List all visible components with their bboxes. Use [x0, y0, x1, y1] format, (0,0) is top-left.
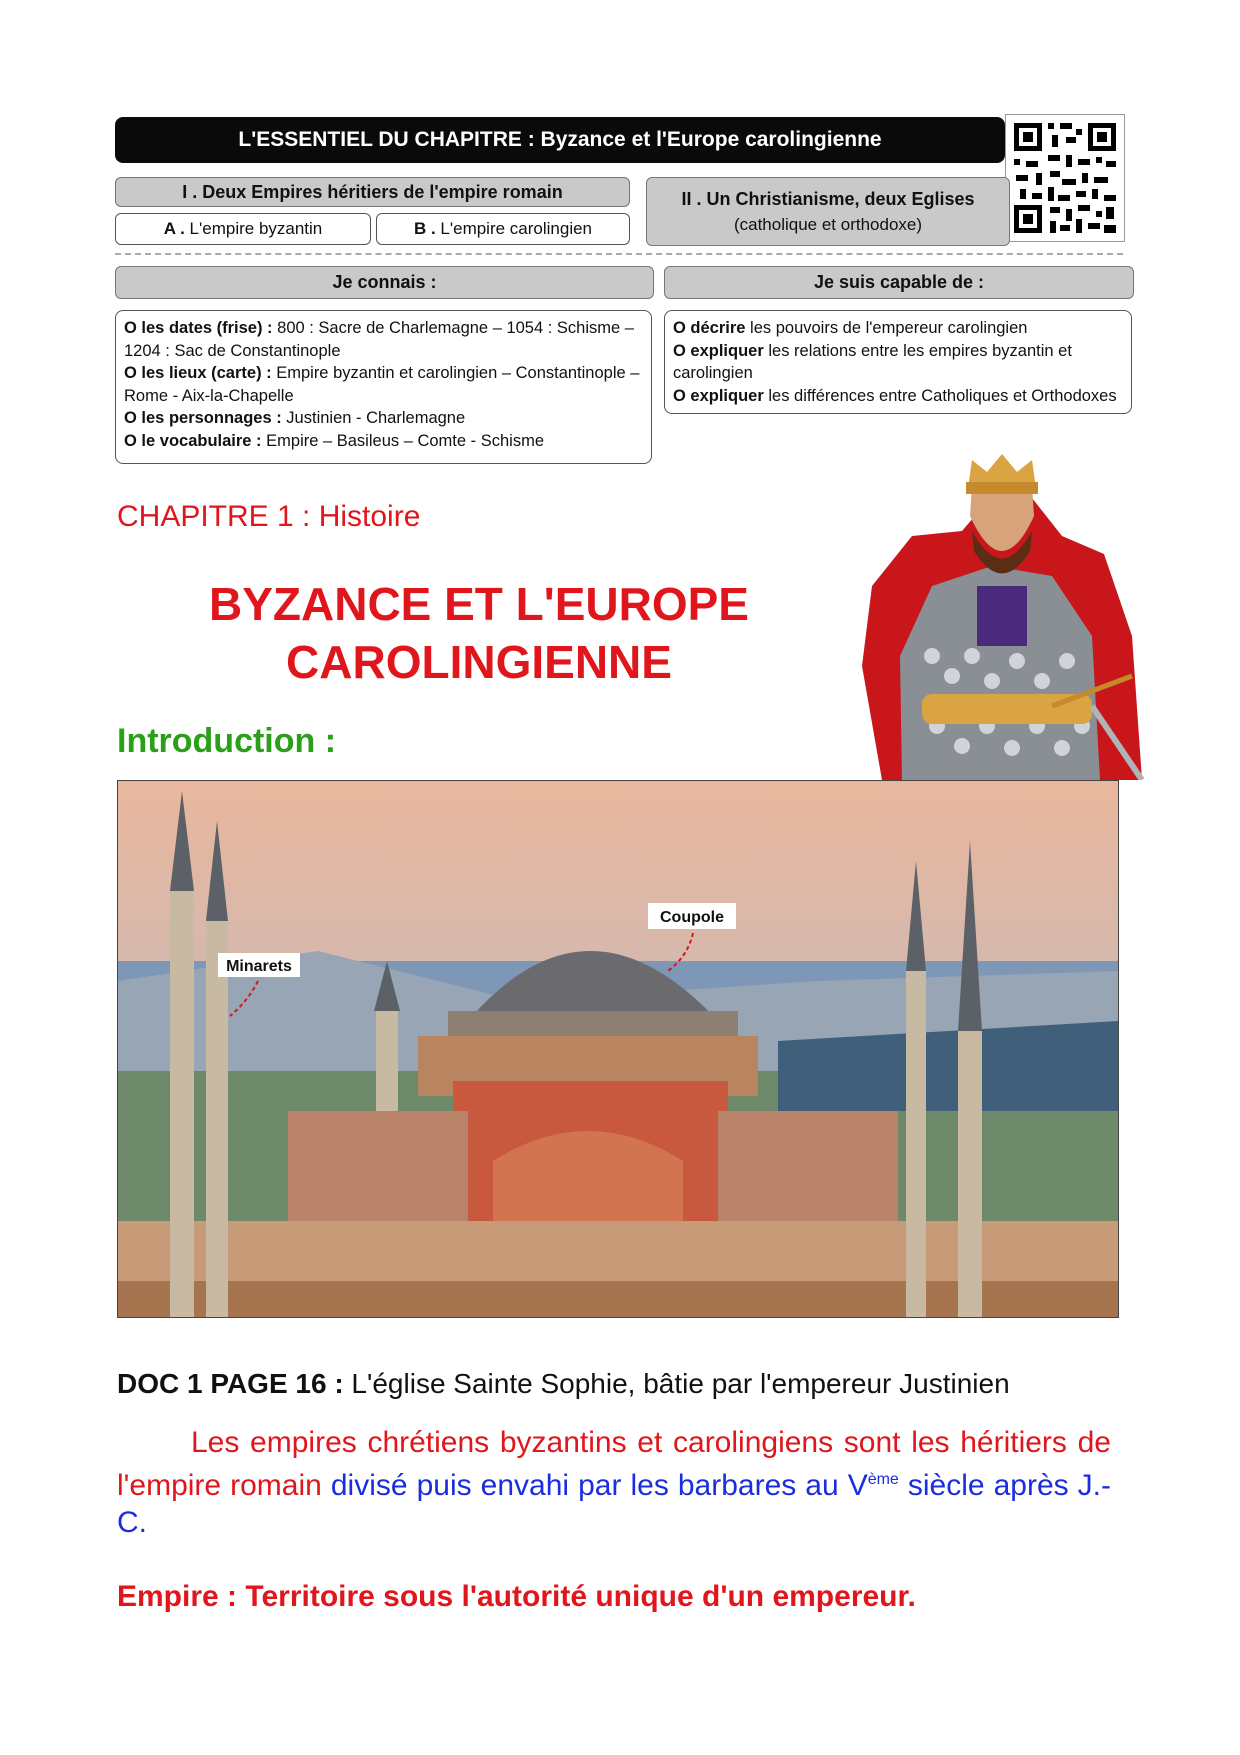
item-text: Empire – Basileus – Comte - Schisme [261, 431, 544, 450]
item-key: O expliquer [673, 386, 764, 405]
hagia-sophia-photo [117, 780, 1119, 1318]
part2-subtitle: (catholique et orthodoxe) [733, 214, 923, 234]
chapter-essentials-header [115, 117, 1005, 163]
list-item [124, 407, 643, 430]
item-key: O les personnages : [124, 409, 282, 427]
paragraph-blue-text-1: divisé puis envahi par les barbares au [321, 1469, 848, 1502]
list-item [124, 362, 643, 407]
je-suis-capable-heading-text: Je suis capable de : [813, 272, 985, 292]
paragraph-century-roman: V [847, 1469, 868, 1502]
part1-section-a [115, 213, 371, 245]
paragraph-red-text: Les empires chrétiens byzantins et carolingiens sont les héritiers de l'empire romain [117, 1426, 1111, 1502]
item-text: les pouvoirs de l'empereur carolingien [745, 319, 1028, 337]
chapter-title-line1: BYZANCE ET L'EUROPE [209, 578, 749, 630]
section-b-label: L'empire carolingien [435, 219, 593, 238]
section-b-prefix: B . [413, 219, 436, 238]
item-key: O les lieux (carte) : [124, 364, 272, 382]
part1-title-text: I . Deux Empires héritiers de l'empire romain [182, 181, 563, 202]
item-key: O expliquer [673, 341, 764, 360]
part2-title-text: II . Un Christianisme, deux Eglises [681, 188, 975, 209]
paragraph-century-suffix: ème [867, 1471, 899, 1488]
item-key: O les dates (frise) : [124, 319, 273, 337]
part1-title [115, 177, 630, 207]
chapter-title [115, 575, 843, 691]
minarets-label-text: Minarets [226, 958, 292, 975]
item-text: les différences entre Catholiques et Orthodoxes [763, 386, 1117, 405]
item-text: les relations entre les empires byzantin et carolingien [673, 341, 1072, 382]
empire-definition: Empire : Territoire sous l'autorité unique d'un empereur. [117, 1580, 916, 1613]
je-connais-heading-text: Je connais : [332, 272, 437, 292]
section-divider [115, 253, 1123, 255]
qr-code-icon[interactable] [1005, 114, 1125, 242]
emperor-illustration [842, 436, 1160, 780]
item-key: O le vocabulaire : [124, 431, 262, 450]
list-item [673, 385, 1123, 408]
je-connais-heading [115, 266, 654, 299]
je-connais-list [115, 310, 652, 464]
paragraph-blue-text-2: siècle après J.-C. [117, 1469, 1111, 1539]
je-suis-capable-heading [664, 266, 1134, 299]
list-item [124, 317, 643, 362]
je-suis-capable-list [664, 310, 1132, 414]
coupole-label-text: Coupole [660, 909, 724, 926]
list-item [673, 317, 1123, 340]
photo-caption [117, 1368, 1010, 1400]
caption-ref: DOC 1 PAGE 16 : [117, 1368, 344, 1399]
item-text: Justinien - Charlemagne [281, 409, 466, 427]
item-key: O décrire [673, 319, 746, 337]
chapter-title-line2: CAROLINGIENNE [286, 636, 672, 688]
chapter-label: CHAPITRE 1 : Histoire [117, 500, 421, 533]
coupole-label [648, 903, 736, 929]
part1-section-b [376, 213, 630, 245]
item-text: 800 : Sacre de Charlemagne – 1054 : Schisme – 1204 : Sac de Constantinople [124, 319, 634, 360]
minarets-label [218, 953, 300, 977]
introduction-heading: Introduction : [117, 722, 337, 760]
list-item [673, 340, 1123, 385]
intro-paragraph [117, 1424, 1111, 1541]
item-text: Empire byzantin et carolingien – Constantinople – Rome - Aix-la-Chapelle [124, 364, 640, 405]
section-a-prefix: A . [163, 219, 185, 238]
section-a-label: L'empire byzantin [184, 219, 323, 238]
part2-title [646, 177, 1010, 246]
list-item [124, 430, 643, 453]
caption-text: L'église Sainte Sophie, bâtie par l'empereur Justinien [343, 1368, 1010, 1399]
header-title: L'ESSENTIEL DU CHAPITRE : Byzance et l'Europe carolingienne [238, 128, 882, 151]
